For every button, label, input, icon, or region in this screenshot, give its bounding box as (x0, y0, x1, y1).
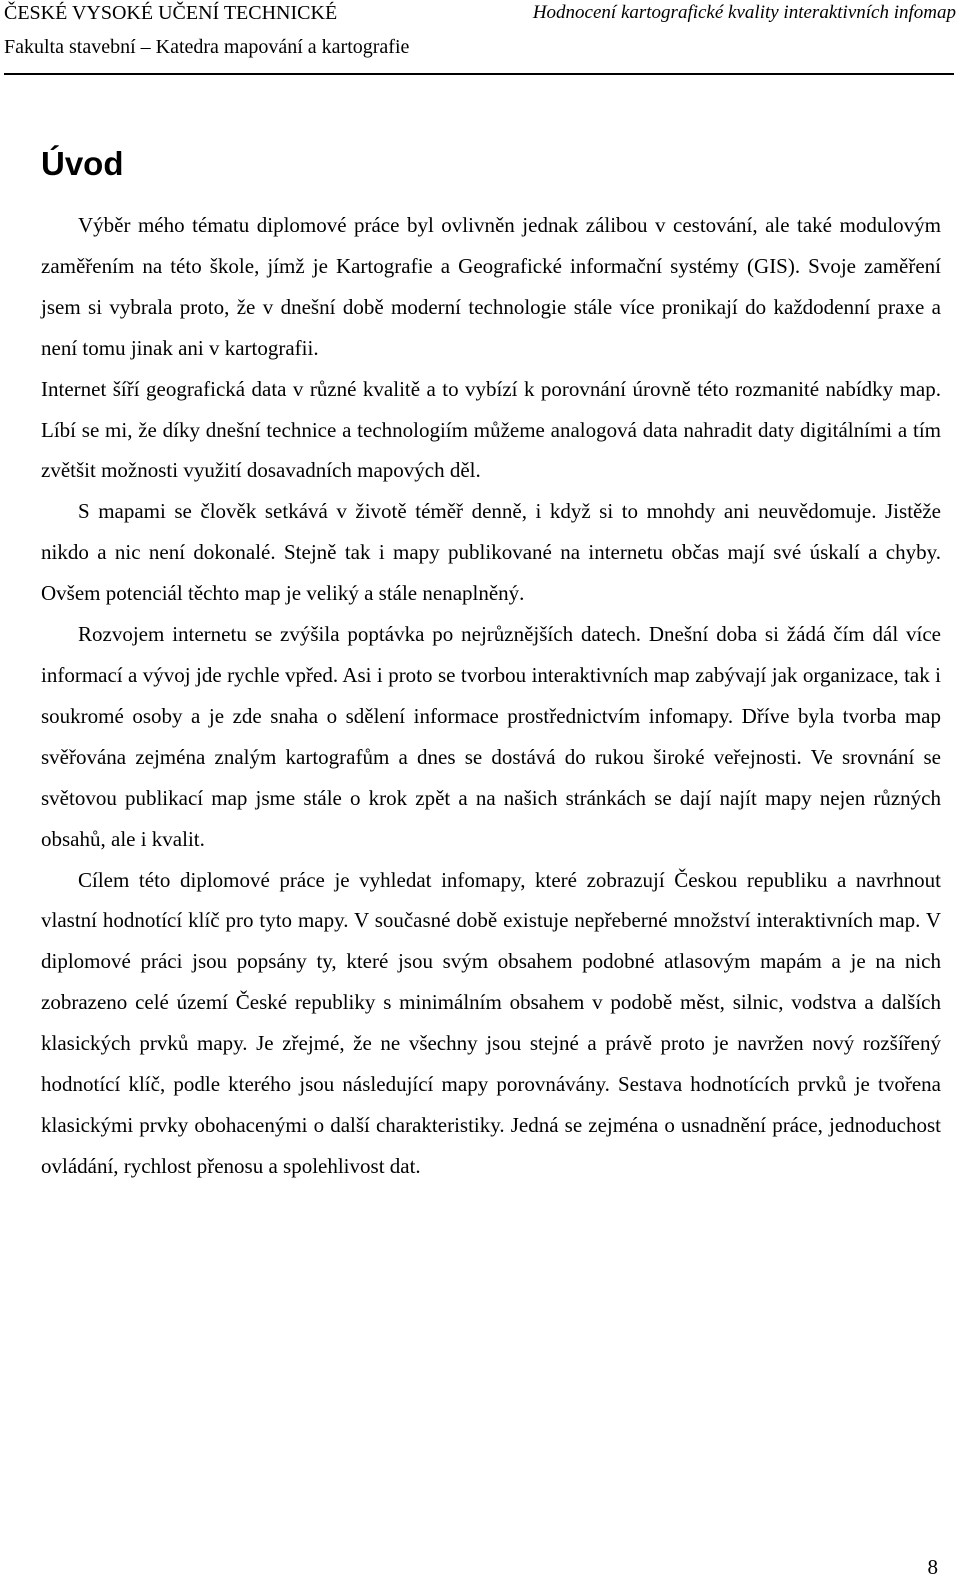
university-name: ČESKÉ VYSOKÉ UČENÍ TECHNICKÉ (4, 2, 338, 24)
page-number: 8 (927, 1555, 938, 1579)
running-title: Hodnocení kartografické kvality interaktivních infomap (532, 2, 956, 23)
page-header (0, 0, 960, 78)
body-text (41, 205, 941, 1187)
paragraph-1: Výběr mého tématu diplomové práce byl ovlivněn jednak zálibou v cestování, ale také modulovým zaměřením na této škole, jímž je Kartografie a Geografické informační systémy (GIS). Svoje zaměření jsem si vybrala proto, že v dnešní době moderní technologie stále více pronikají do každodenní praxe a není tomu jinak ani v kartografii. (41, 213, 941, 360)
paragraph-4: Rozvojem internetu se zvýšila poptávka po nejrůznějších datech. Dnešní doba si žádá čím dál více informací a vývoj jde rychle vpřed. Asi i proto se tvorbou interaktivních map zabývají jak organizace, tak i soukromé osoby a je zde snaha o sdělení informace prostřednictvím infomapy. Dříve byla tvorba map svěřována zejména znalým kartografům a dnes se dostává do rukou široké veřejnosti. Ve srovnání se světovou publikací map jsme stále o krok zpět a na našich stránkách se dají najít mapy nejen různých obsahů, ale i kvalit. (41, 622, 941, 851)
paragraph-3: S mapami se člověk setkává v životě téměř denně, i když si to mnohdy ani neuvědomuje. Jistěže nikdo a nic není dokonalé. Stejně tak i mapy publikované na internetu občas mají své úskalí a chyby. Ovšem potenciál těchto map je veliký a stále nenaplněný. (41, 499, 941, 606)
paragraph-2: Internet šíří geografická data v různé kvalitě a to vybízí k porovnání úrovně této rozmanité nabídky map. Líbí se mi, že díky dnešní technice a technologiím můžeme analogová data nahradit daty digitálními a tím zvětšit možnosti využití dosavadních mapových děl. (41, 376, 941, 483)
faculty-department: Fakulta stavební – Katedra mapování a kartografie (4, 36, 410, 58)
section-title: Úvod (41, 145, 124, 182)
paragraph-5: Cílem této diplomové práce je vyhledat infomapy, které zobrazují Českou republiku a navrhnout vlastní hodnotící klíč pro tyto mapy. V současné době existuje nepřeberné množství interaktivních map. V diplomové práci jsou popsány ty, které jsou svým obsahem podobné atlasovým mapám a je na nich zobrazeno celé území České republiky s minimálním obsahem v podobě měst, silnic, vodstva a dalších klasických prvků mapy. Je zřejmé, že ne všechny jsou stejné a právě proto je navržen nový rozšířený hodnotící klíč, podle kterého jsou následující mapy porovnávány. Sestava hodnotících prvků je tvořena klasickými prvky obohacenými o další charakteristiky. Jedná se zejména o usnadnění práce, jednoduchost ovládání, rychlost přenosu a spolehlivost dat. (41, 867, 941, 1178)
header-rule (4, 73, 954, 75)
